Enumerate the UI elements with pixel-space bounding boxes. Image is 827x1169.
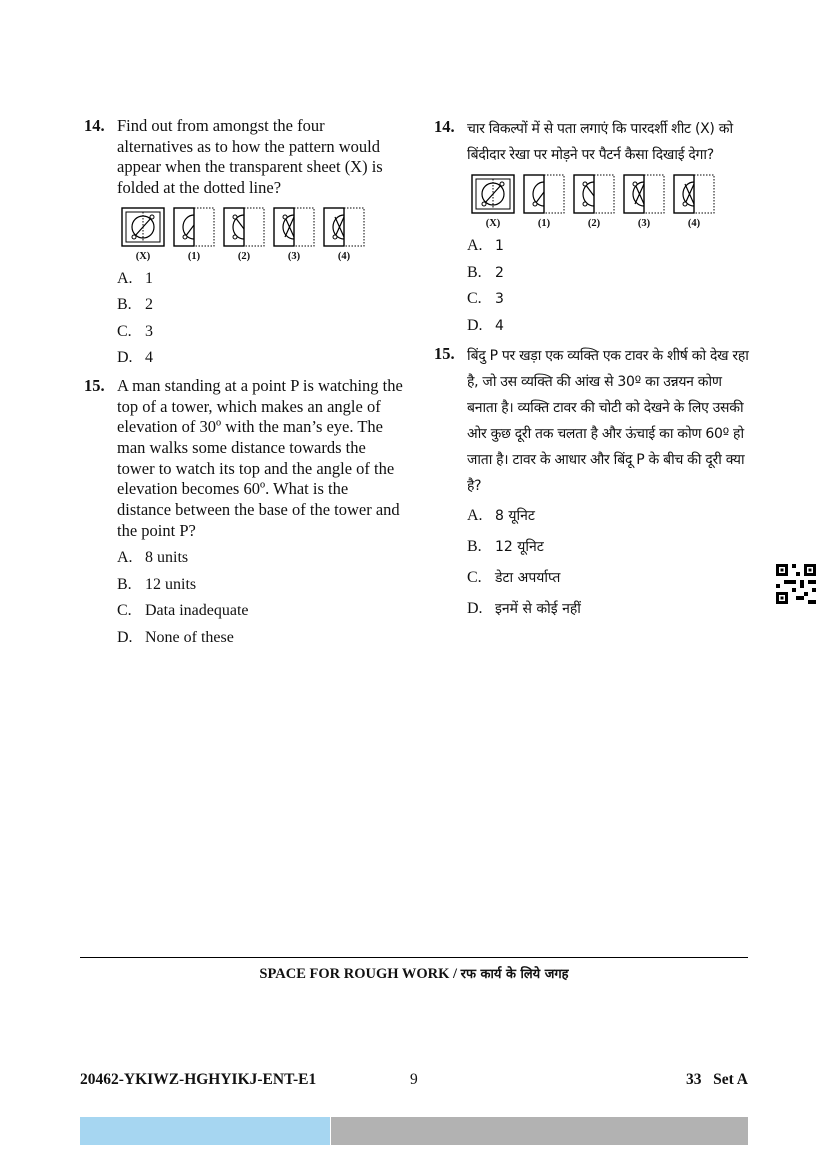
figure-option-3 bbox=[273, 207, 315, 262]
answer-options bbox=[117, 547, 404, 653]
figure-option-3 bbox=[623, 174, 665, 229]
answer-options bbox=[117, 268, 404, 374]
question-text: बिंदु P पर खड़ा एक व्यक्ति एक टावर के शीर्ष को देख रहा है, जो उस व्यक्ति की आंख से 30º का उन्नयन कोण बनाता है। व्यक्ति टावर की चोटी को देखने के लिए उसकी ओर कुछ दूरी तक चलता है और ऊंचाई का कोण 60º हो जाता है। टावर के आधार और बिंदू P के बीच की दूरी क्या है? bbox=[467, 348, 749, 494]
figure-label: (2) bbox=[587, 218, 601, 229]
figure-label: (4) bbox=[337, 250, 351, 262]
option-2-figure-icon bbox=[573, 174, 615, 214]
option-c: C. डेटा अपर्याप्त bbox=[467, 569, 561, 586]
footer-bar-gray bbox=[331, 1117, 748, 1145]
set-label: 33 Set A bbox=[686, 1071, 748, 1088]
option-d: D. None of these bbox=[117, 628, 234, 646]
question-text: A man standing at a point P is watching the top of a tower, which makes an angle of elevation of 30º with the man’s eye. The man walks some distance towards the tower to watch its top and the angle of the elevation becomes 60º. What is the distance between the base of the tower and the point P? bbox=[117, 375, 403, 540]
figure-label: (X) bbox=[135, 250, 151, 262]
figure-option-4 bbox=[673, 174, 715, 229]
figure-option-2 bbox=[223, 207, 265, 262]
figure-label: (X) bbox=[485, 218, 501, 229]
option-c: C. Data inadequate bbox=[117, 602, 249, 620]
footer-bar-blue bbox=[80, 1117, 330, 1145]
figure-x bbox=[121, 207, 165, 262]
option-d: D. 4 bbox=[117, 349, 153, 367]
figure-label: (1) bbox=[187, 250, 201, 262]
figure-option-4 bbox=[323, 207, 365, 262]
pattern-figures bbox=[471, 174, 754, 229]
option-c: C. 3 bbox=[467, 290, 504, 307]
option-3-figure-icon bbox=[623, 174, 665, 214]
option-b: B. 12 यूनिट bbox=[467, 538, 544, 555]
question-number: 15. bbox=[434, 344, 455, 363]
figure-label: (4) bbox=[687, 218, 701, 229]
page-footer bbox=[80, 1071, 748, 1091]
option-3-figure-icon bbox=[273, 207, 315, 247]
option-1-figure-icon bbox=[173, 207, 215, 247]
sheet-x-icon bbox=[121, 207, 165, 247]
figure-x bbox=[471, 174, 515, 229]
option-b: B. 12 units bbox=[117, 575, 197, 593]
figure-option-1 bbox=[523, 174, 565, 229]
option-a: A. 8 यूनिट bbox=[467, 507, 535, 524]
rough-work-label: SPACE FOR ROUGH WORK / रफ कार्य के लिये जगह bbox=[259, 966, 569, 982]
figure-label: (2) bbox=[237, 250, 251, 262]
question-text: Find out from amongst the four alternatives as to how the pattern would appear when the transparent sheet (X) is folded at the dotted line? bbox=[117, 116, 383, 198]
question-14-hi bbox=[434, 116, 754, 341]
option-d: D. इनमें से कोई नहीं bbox=[467, 600, 581, 617]
pattern-figures bbox=[121, 207, 404, 262]
option-a: A. 1 bbox=[117, 269, 153, 287]
english-column bbox=[84, 116, 404, 653]
figure-option-1 bbox=[173, 207, 215, 262]
option-4-figure-icon bbox=[673, 174, 715, 214]
answer-options bbox=[467, 505, 754, 629]
option-1-figure-icon bbox=[523, 174, 565, 214]
sheet-x-icon bbox=[471, 174, 515, 214]
question-15-en bbox=[84, 376, 404, 654]
option-2-figure-icon bbox=[223, 207, 265, 247]
qr-code-icon bbox=[776, 564, 816, 604]
option-b: B. 2 bbox=[467, 263, 504, 281]
question-number: 15. bbox=[84, 375, 105, 395]
answer-options bbox=[467, 235, 754, 341]
option-b: B. 2 bbox=[117, 296, 153, 314]
option-d: D. 4 bbox=[467, 316, 504, 334]
question-number: 14. bbox=[84, 116, 105, 135]
figure-option-2 bbox=[573, 174, 615, 229]
option-c: C. 3 bbox=[117, 322, 153, 340]
option-a: A. 1 bbox=[467, 237, 504, 254]
rough-work-section bbox=[80, 957, 748, 983]
paper-code: 20462-YKIWZ-HGHYIKJ-ENT-E1 bbox=[80, 1071, 317, 1088]
question-number: 14. bbox=[434, 117, 455, 136]
option-a: A. 8 units bbox=[117, 549, 189, 567]
figure-label: (1) bbox=[537, 218, 551, 229]
question-text: चार विकल्पों में से पता लगाएं कि पारदर्शी शीट (X) को बिंदीदार रेखा पर मोड़ने पर पैटर्न कैसा दिखाई देगा? bbox=[467, 121, 733, 163]
question-14-en bbox=[84, 116, 404, 374]
option-4-figure-icon bbox=[323, 207, 365, 247]
figure-label: (3) bbox=[287, 250, 301, 262]
hindi-column bbox=[434, 116, 754, 629]
page-number: 9 bbox=[410, 1071, 418, 1088]
figure-label: (3) bbox=[637, 218, 651, 229]
question-15-hi bbox=[434, 343, 754, 629]
